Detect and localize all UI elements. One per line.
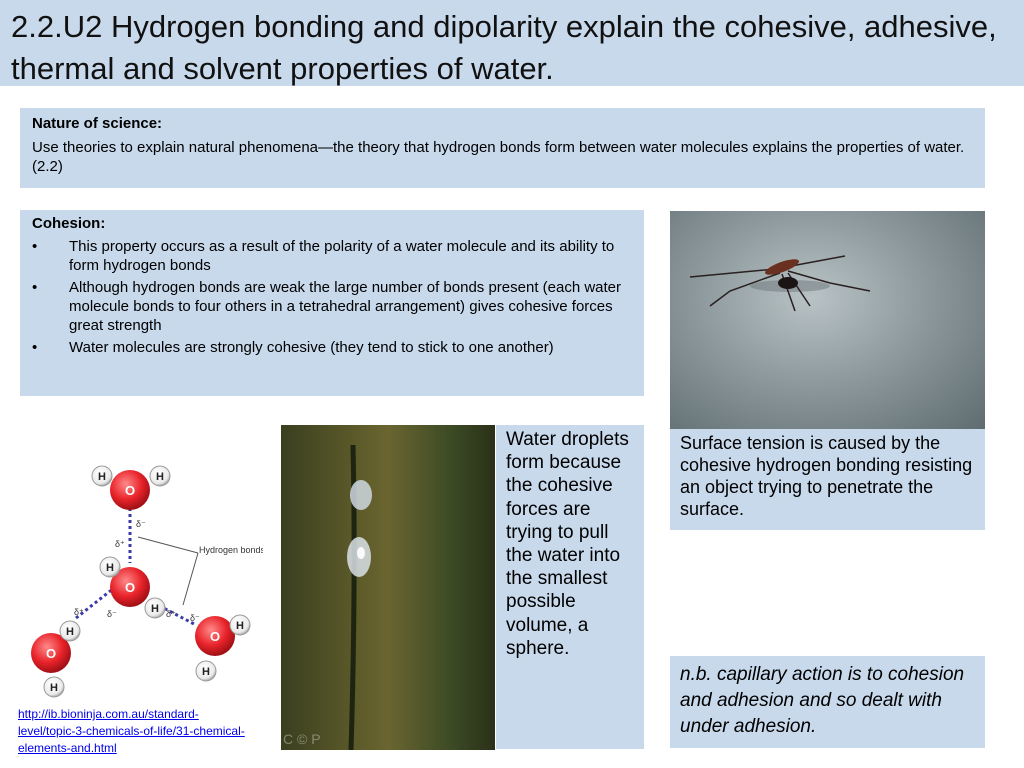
grass-droplet-icon [281, 425, 495, 750]
atom-label: H [156, 471, 164, 483]
hydrogen-bonds-label: Hydrogen bonds [199, 545, 263, 555]
title-bar [0, 0, 1024, 86]
atom-label: O [45, 646, 57, 661]
capillary-note: n.b. capillary action is to cohesion and adhesion and so dealt with under adhesion. [670, 656, 985, 748]
atom-label: H [66, 626, 74, 638]
delta-plus-label: δ⁺ [74, 607, 84, 617]
atom-label: H [236, 620, 244, 632]
nature-of-science-heading: Nature of science: [32, 115, 163, 132]
cohesion-box [20, 210, 644, 396]
atom-label: O [124, 580, 136, 595]
delta-minus-label: δ⁻ [136, 519, 146, 529]
atom-label: O [209, 629, 221, 644]
atom-label: H [106, 562, 114, 574]
atom-label: H [98, 471, 106, 483]
delta-plus-label: δ⁺ [166, 609, 176, 619]
atom-label: O [124, 483, 136, 498]
water-droplet-photo [281, 425, 495, 750]
delta-plus-label: δ⁺ [115, 539, 125, 549]
delta-minus-label: δ⁻ [107, 609, 117, 619]
list-item [32, 338, 632, 357]
cohesion-list [32, 237, 632, 357]
atom-label: H [50, 682, 58, 694]
list-item-text: Although hydrogen bonds are weak the large number of bonds present (each water molecule bonds to four others in a tetrahedral arrangement) gives cohesive forces great strength [69, 279, 622, 334]
slide-title: 2.2.U2 Hydrogen bonding and dipolarity explain the cohesive, adhesive, thermal and solvent properties of water. [11, 9, 997, 86]
bullet-icon: • [32, 238, 38, 255]
bullet-icon: • [32, 279, 38, 296]
delta-minus-label: δ⁻ [190, 613, 200, 623]
droplet-caption: Water droplets form because the cohesive forces are trying to pull the water into the smallest possible volume, a sphere. [496, 425, 644, 749]
atom-label: H [151, 603, 159, 615]
surface-tension-caption: Surface tension is caused by the cohesive hydrogen bonding resisting an object trying to penetrate the surface. [670, 429, 985, 530]
nature-of-science-box [20, 108, 985, 188]
cohesion-heading: Cohesion: [32, 215, 106, 232]
photo-watermark: C © P [283, 731, 321, 747]
source-link[interactable]: http://ib.bioninja.com.au/standard-level/topic-3-chemicals-of-life/31-chemical-elements-and.html [18, 707, 245, 755]
bullet-icon: • [32, 339, 38, 356]
water-strider-icon [670, 211, 985, 429]
list-item-text: This property occurs as a result of the polarity of a water molecule and its ability to form hydrogen bonds [69, 238, 615, 274]
nature-of-science-text: Use theories to explain natural phenomena—the theory that hydrogen bonds form between water molecules explains the properties of water. (2.2) [32, 139, 965, 175]
water-strider-photo [670, 211, 985, 429]
list-item [32, 278, 632, 335]
atom-label: H [202, 666, 210, 678]
list-item-text: Water molecules are strongly cohesive (they tend to stick to one another) [69, 339, 554, 356]
list-item [32, 237, 632, 275]
hydrogen-bond-diagram [18, 455, 263, 705]
